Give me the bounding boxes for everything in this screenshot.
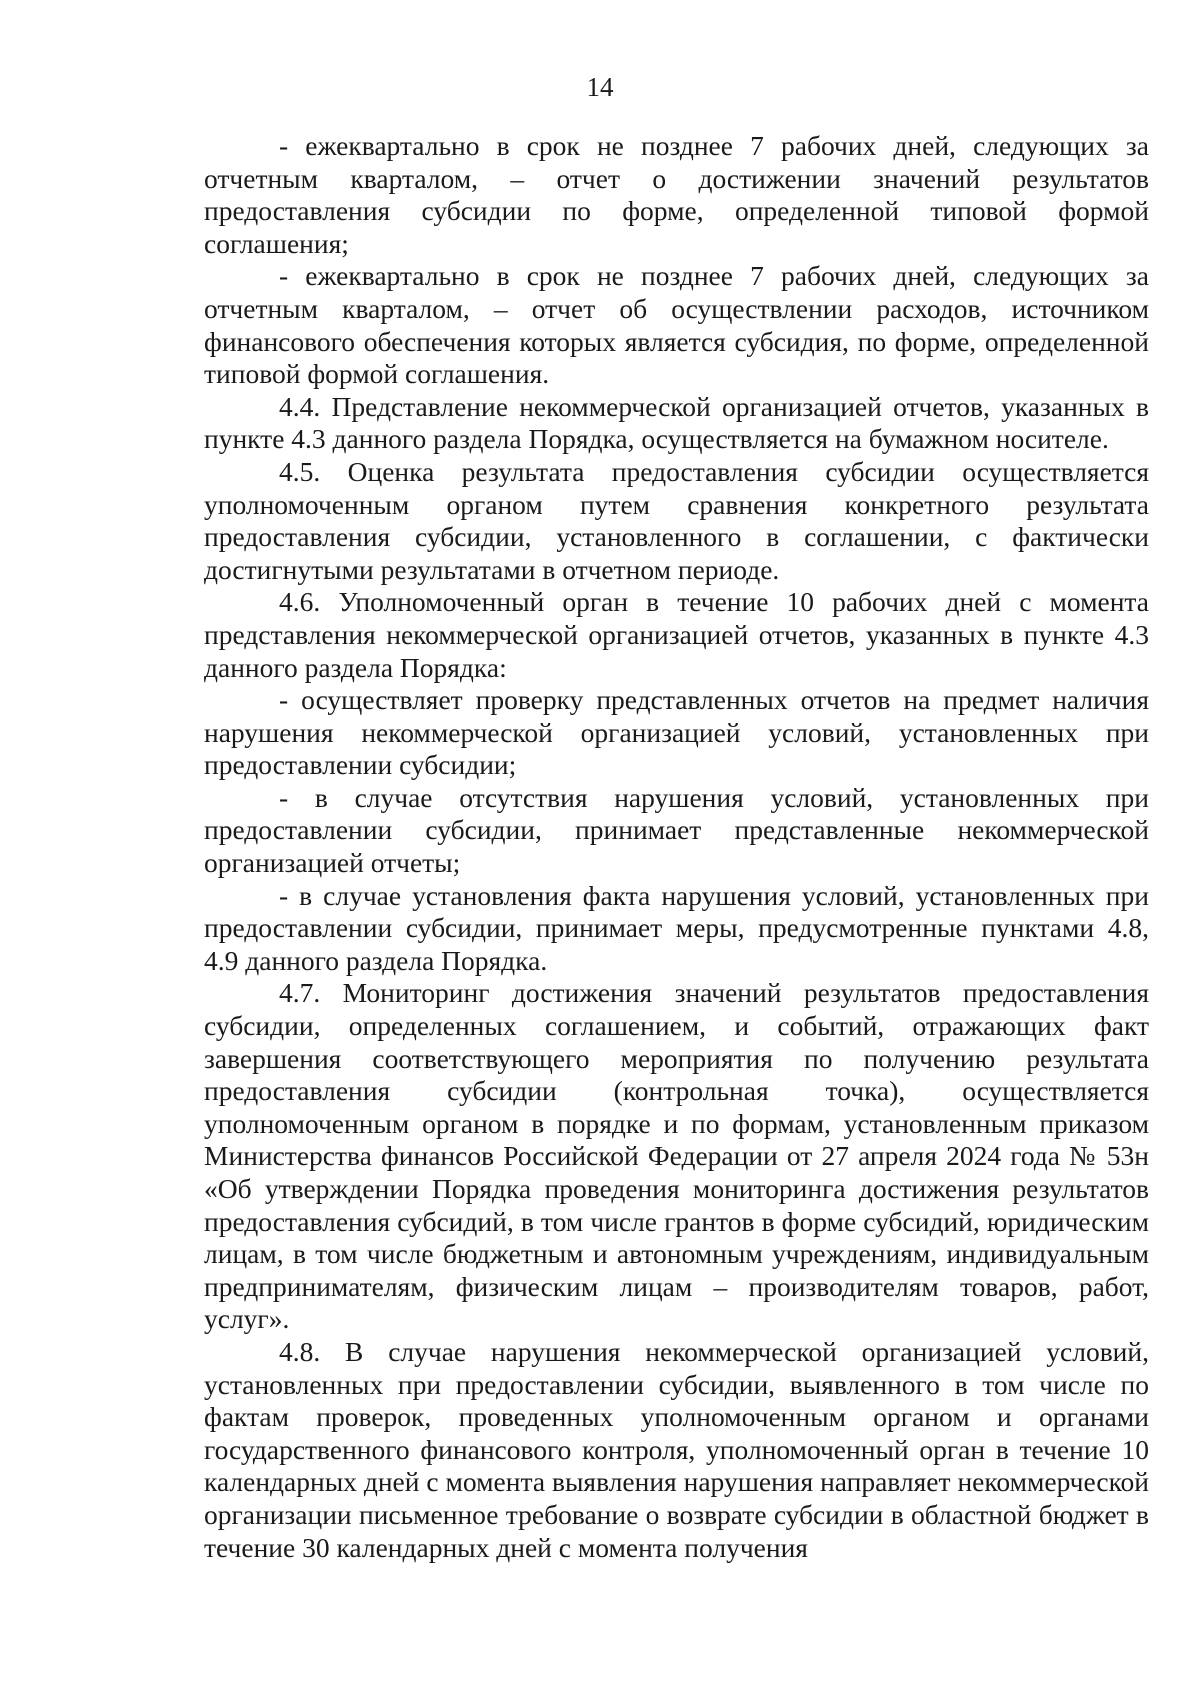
document-body [204,130,1149,1564]
paragraph-4-6-check-reports: - осуществляет проверку представленных отчетов на предмет наличия нарушения некоммерческой организацией условий, установленных при предоставлении субсидии; [204,684,1149,781]
paragraph-4-6-take-measures: - в случае установления факта нарушения условий, установленных при предоставлении субсидии, принимает меры, предусмотренные пунктами 4.8, 4.9 данного раздела Порядка. [204,879,1149,976]
paragraph-4-6: 4.6. Уполномоченный орган в течение 10 рабочих дней с момента представления некоммерческой организацией отчетов, указанных в пункте 4.3 данного раздела Порядка: [204,586,1149,683]
paragraph-quarterly-expenses-report: - ежеквартально в срок не позднее 7 рабочих дней, следующих за отчетным кварталом, – отчет об осуществлении расходов, источником финансового обеспечения которых является субсидия, по форме, определенной типовой формой соглашения. [204,260,1149,390]
paragraph-quarterly-results-report: - ежеквартально в срок не позднее 7 рабочих дней, следующих за отчетным кварталом, – отчет о достижении значений результатов предоставления субсидии по форме, определенной типовой формой соглашения; [204,130,1149,259]
page-number: 14 [586,72,614,102]
paragraph-4-7: 4.7. Мониторинг достижения значений результатов предоставления субсидии, определенных соглашением, и событий, отражающих факт завершения соответствующего мероприятия по получению результата предоставления субсидии (контрольная точка), осуществляется уполномоченным органом в порядке и по формам, установленным приказом Министерства финансов Российской Федерации от 27 апреля 2024 года № 53н «Об утверждении Порядка проведения мониторинга достижения результатов предоставления субсидий, в том числе грантов в форме субсидий, юридическим лицам, в том числе бюджетным и автономным учреждениям, индивидуальным предпринимателям, физическим лицам – производителям товаров, работ, услуг». [204,977,1149,1335]
paragraph-4-4: 4.4. Представление некоммерческой организацией отчетов, указанных в пункте 4.3 данного раздела Порядка, осуществляется на бумажном носителе. [204,390,1149,455]
paragraph-4-5: 4.5. Оценка результата предоставления субсидии осуществляется уполномоченным органом путем сравнения конкретного результата предоставления субсидии, установленного в соглашении, с фактически достигнутыми результатами в отчетном периоде. [204,455,1149,585]
paragraph-4-8: 4.8. В случае нарушения некоммерческой организацией условий, установленных при предоставлении субсидии, выявленного в том числе по фактам проверок, проведенных уполномоченным органом и органами государственного финансового контроля, уполномоченный орган в течение 10 календарных дней с момента выявления нарушения направляет некоммерческой организации письменное требование о возврате субсидии в областной бюджет в течение 30 календарных дней с момента получения [204,1335,1149,1563]
paragraph-4-6-accept-reports: - в случае отсутствия нарушения условий, установленных при предоставлении субсидии, принимает представленные некоммерческой организацией отчеты; [204,781,1149,879]
